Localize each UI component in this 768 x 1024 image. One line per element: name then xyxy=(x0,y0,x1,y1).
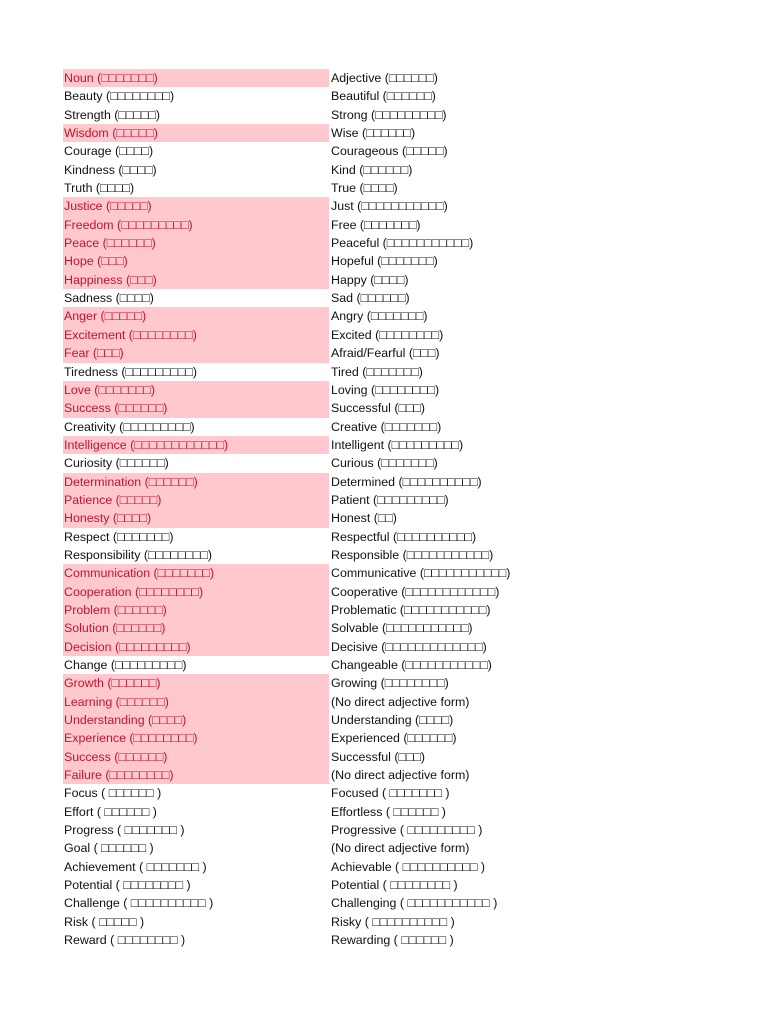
table-row xyxy=(63,289,663,307)
noun-cell[interactable]: Sadness (□□□□) xyxy=(64,291,154,306)
adjective-cell[interactable]: Tired (□□□□□□□) xyxy=(331,364,423,379)
adjective-cell[interactable]: Rewarding ( □□□□□□ ) xyxy=(331,933,454,948)
table-row xyxy=(63,106,663,124)
noun-cell[interactable]: Challenge ( □□□□□□□□□□ ) xyxy=(64,896,214,911)
adjective-cell[interactable]: Decisive (□□□□□□□□□□□□□) xyxy=(331,639,487,654)
noun-cell[interactable]: Respect (□□□□□□□) xyxy=(64,529,174,544)
adjective-cell[interactable]: Free (□□□□□□□) xyxy=(331,217,421,232)
adjective-cell[interactable]: Risky ( □□□□□□□□□□ ) xyxy=(331,914,455,929)
table-row xyxy=(63,179,663,197)
noun-cell[interactable]: Focus ( □□□□□□ ) xyxy=(64,786,162,801)
noun-cell[interactable]: Communication (□□□□□□□) xyxy=(63,564,329,582)
table-row xyxy=(63,638,663,656)
table-row xyxy=(63,197,663,215)
table-row xyxy=(63,124,663,142)
table-row xyxy=(63,564,663,582)
noun-cell[interactable]: Risk ( □□□□□ ) xyxy=(64,914,145,929)
noun-cell[interactable]: Happiness (□□□) xyxy=(63,271,329,289)
table-row xyxy=(63,161,663,179)
adjective-cell[interactable]: Loving (□□□□□□□□) xyxy=(331,382,440,397)
adjective-cell[interactable]: Beautiful (□□□□□□) xyxy=(331,89,436,104)
noun-cell[interactable]: Creativity (□□□□□□□□□) xyxy=(64,419,195,434)
table-row xyxy=(63,381,663,399)
adjective-cell[interactable]: Creative (□□□□□□□) xyxy=(331,419,442,434)
table-row xyxy=(63,894,663,912)
noun-cell[interactable]: Noun (□□□□□□□) xyxy=(63,69,329,87)
adjective-cell[interactable]: Solvable (□□□□□□□□□□□) xyxy=(331,621,473,636)
noun-cell[interactable]: Growth (□□□□□□) xyxy=(63,674,329,692)
noun-cell[interactable]: Peace (□□□□□□) xyxy=(63,234,329,252)
adjective-cell[interactable]: Intelligent (□□□□□□□□□) xyxy=(331,437,464,452)
noun-cell[interactable]: Wisdom (□□□□□) xyxy=(63,124,329,142)
table-row xyxy=(63,528,663,546)
table-row xyxy=(63,766,663,784)
adjective-cell[interactable]: Successful (□□□) xyxy=(331,401,426,416)
table-row xyxy=(63,436,663,454)
table-row xyxy=(63,87,663,105)
adjective-cell[interactable]: Angry (□□□□□□□) xyxy=(331,309,428,324)
adjective-cell[interactable]: Curious (□□□□□□□) xyxy=(331,456,438,471)
adjective-cell[interactable]: Peaceful (□□□□□□□□□□□) xyxy=(331,236,474,251)
noun-cell[interactable]: Intelligence (□□□□□□□□□□□□) xyxy=(63,436,329,454)
adjective-cell[interactable]: Just (□□□□□□□□□□□) xyxy=(331,199,448,214)
table-row xyxy=(63,491,663,509)
adjective-cell[interactable]: Growing (□□□□□□□□) xyxy=(331,676,449,691)
table-row xyxy=(63,69,663,87)
table-row xyxy=(63,913,663,931)
noun-cell[interactable]: Experience (□□□□□□□□) xyxy=(63,729,329,747)
adjective-cell[interactable]: Changeable (□□□□□□□□□□□) xyxy=(331,658,492,672)
table-row xyxy=(63,656,663,674)
adjective-cell[interactable]: Potential ( □□□□□□□□ ) xyxy=(331,878,458,893)
noun-cell[interactable]: Learning (□□□□□□) xyxy=(63,693,329,711)
noun-cell[interactable]: Honesty (□□□□) xyxy=(63,509,329,527)
adjective-cell[interactable]: Effortless ( □□□□□□ ) xyxy=(331,804,446,819)
table-row xyxy=(63,693,663,711)
adjective-cell[interactable]: (No direct adjective form) xyxy=(331,768,470,783)
noun-cell[interactable]: Failure (□□□□□□□□) xyxy=(63,766,329,784)
noun-cell[interactable]: Achievement ( □□□□□□□ ) xyxy=(64,859,207,874)
adjective-cell[interactable]: Sad (□□□□□□) xyxy=(331,291,410,306)
noun-cell[interactable]: Patience (□□□□□) xyxy=(63,491,329,509)
adjective-cell[interactable]: Successful (□□□) xyxy=(331,749,426,764)
noun-cell[interactable]: Truth (□□□□) xyxy=(64,181,135,196)
table-row xyxy=(63,711,663,729)
noun-cell[interactable]: Anger (□□□□□) xyxy=(63,307,329,325)
table-row xyxy=(63,473,663,491)
adjective-cell[interactable]: Excited (□□□□□□□□) xyxy=(331,327,444,342)
adjective-cell[interactable]: Respectful (□□□□□□□□□□) xyxy=(331,529,477,544)
adjective-cell[interactable]: (No direct adjective form) xyxy=(331,694,470,709)
noun-cell[interactable]: Hope (□□□) xyxy=(63,252,329,270)
table-row xyxy=(63,234,663,252)
table-row xyxy=(63,271,663,289)
noun-cell[interactable]: Love (□□□□□□□) xyxy=(63,381,329,399)
noun-cell[interactable]: Goal ( □□□□□□ ) xyxy=(64,841,154,856)
noun-cell[interactable]: Responsibility (□□□□□□□□) xyxy=(64,547,213,562)
adjective-cell[interactable]: Focused ( □□□□□□□ ) xyxy=(331,786,450,801)
adjective-cell[interactable]: Cooperative (□□□□□□□□□□□□) xyxy=(331,584,500,599)
adjective-cell[interactable]: Honest (□□) xyxy=(331,511,397,526)
table-row xyxy=(63,399,663,417)
noun-cell[interactable]: Understanding (□□□□) xyxy=(63,711,329,729)
adjective-cell[interactable]: Kind (□□□□□□) xyxy=(331,162,413,177)
noun-cell[interactable]: Progress ( □□□□□□□ ) xyxy=(64,823,185,838)
table-row xyxy=(63,216,663,234)
table-row xyxy=(63,326,663,344)
table-row xyxy=(63,619,663,637)
table-row xyxy=(63,546,663,564)
table-row xyxy=(63,748,663,766)
adjective-cell[interactable]: (No direct adjective form) xyxy=(331,841,470,856)
adjective-cell[interactable]: True (□□□□) xyxy=(331,181,398,196)
adjective-cell[interactable]: Afraid/Fearful (□□□) xyxy=(331,346,440,361)
adjective-cell[interactable]: Hopeful (□□□□□□□) xyxy=(331,254,438,269)
word-table xyxy=(63,69,663,950)
table-row xyxy=(63,601,663,619)
noun-cell[interactable]: Kindness (□□□□) xyxy=(64,162,157,177)
table-row xyxy=(63,931,663,949)
adjective-cell[interactable]: Wise (□□□□□□) xyxy=(331,126,416,141)
noun-cell[interactable]: Decision (□□□□□□□□□) xyxy=(63,638,329,656)
adjective-cell[interactable]: Experienced (□□□□□□) xyxy=(331,731,457,746)
adjective-cell[interactable]: Adjective (□□□□□□) xyxy=(331,71,438,85)
adjective-cell[interactable]: Problematic (□□□□□□□□□□□) xyxy=(331,602,491,617)
noun-cell[interactable]: Beauty (□□□□□□□□) xyxy=(64,89,175,104)
noun-cell[interactable]: Fear (□□□) xyxy=(63,344,329,362)
adjective-cell[interactable]: Progressive ( □□□□□□□□□ ) xyxy=(331,823,483,838)
table-row xyxy=(63,252,663,270)
table-row xyxy=(63,418,663,436)
noun-cell[interactable]: Determination (□□□□□□) xyxy=(63,473,329,491)
adjective-cell[interactable]: Communicative (□□□□□□□□□□□) xyxy=(331,566,511,581)
noun-cell[interactable]: Excitement (□□□□□□□□) xyxy=(63,326,329,344)
table-row xyxy=(63,839,663,857)
noun-cell[interactable]: Success (□□□□□□) xyxy=(63,399,329,417)
table-row xyxy=(63,509,663,527)
noun-cell[interactable]: Effort ( □□□□□□ ) xyxy=(64,804,157,819)
table-row xyxy=(63,344,663,362)
table-row xyxy=(63,142,663,160)
table-row xyxy=(63,674,663,692)
adjective-cell[interactable]: Courageous (□□□□□) xyxy=(331,144,448,159)
table-row xyxy=(63,876,663,894)
noun-cell[interactable]: Success (□□□□□□) xyxy=(63,748,329,766)
table-row xyxy=(63,363,663,381)
noun-cell[interactable]: Courage (□□□□) xyxy=(64,144,154,159)
noun-cell[interactable]: Tiredness (□□□□□□□□□) xyxy=(64,364,197,379)
table-row xyxy=(63,803,663,821)
noun-cell[interactable]: Freedom (□□□□□□□□□) xyxy=(63,216,329,234)
table-row xyxy=(63,784,663,802)
noun-cell[interactable]: Strength (□□□□□) xyxy=(64,107,160,122)
table-row xyxy=(63,858,663,876)
noun-cell[interactable]: Justice (□□□□□) xyxy=(63,197,329,215)
noun-cell[interactable]: Reward ( □□□□□□□□ ) xyxy=(64,933,186,948)
table-row xyxy=(63,729,663,747)
table-row xyxy=(63,307,663,325)
table-row xyxy=(63,583,663,601)
adjective-cell[interactable]: Patient (□□□□□□□□□) xyxy=(331,492,449,507)
noun-cell[interactable]: Solution (□□□□□□) xyxy=(63,619,329,637)
adjective-cell[interactable]: Strong (□□□□□□□□□) xyxy=(331,107,447,122)
noun-cell[interactable]: Potential ( □□□□□□□□ ) xyxy=(64,878,191,893)
table-row xyxy=(63,454,663,472)
noun-cell[interactable]: Change (□□□□□□□□□) xyxy=(64,658,187,672)
adjective-cell[interactable]: Understanding (□□□□) xyxy=(331,713,454,728)
adjective-cell[interactable]: Happy (□□□□) xyxy=(331,272,409,287)
table-row xyxy=(63,821,663,839)
adjective-cell[interactable]: Responsible (□□□□□□□□□□□) xyxy=(331,547,494,562)
noun-cell[interactable]: Problem (□□□□□□) xyxy=(63,601,329,619)
noun-cell[interactable]: Curiosity (□□□□□□) xyxy=(64,456,169,471)
adjective-cell[interactable]: Challenging ( □□□□□□□□□□□ ) xyxy=(331,896,498,911)
adjective-cell[interactable]: Determined (□□□□□□□□□□) xyxy=(331,474,482,489)
adjective-cell[interactable]: Achievable ( □□□□□□□□□□ ) xyxy=(331,859,486,874)
noun-cell[interactable]: Cooperation (□□□□□□□□) xyxy=(63,583,329,601)
